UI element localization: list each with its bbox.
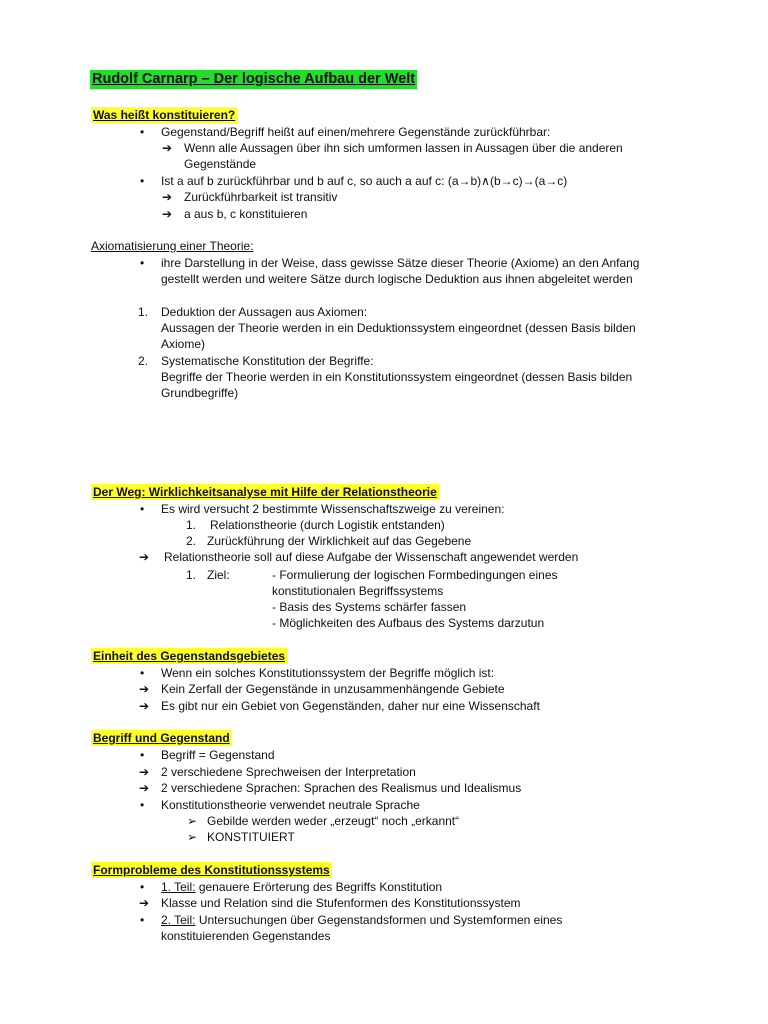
list-item: a aus b, c konstituieren bbox=[184, 207, 308, 221]
bullet-icon: • bbox=[140, 502, 145, 516]
list-item: Relationstheorie (durch Logistik entstanden) bbox=[210, 518, 445, 532]
list-number: 1. bbox=[186, 518, 197, 532]
list-item: Gegenstand/Begriff heißt auf einen/mehrere Gegenstände zurückführbar: bbox=[161, 125, 551, 139]
list-item: Klasse und Relation sind die Stufenformen des Konstitutionssystem bbox=[161, 896, 521, 910]
section-heading-einheit: Einheit des Gegenstandsgebietes bbox=[93, 649, 286, 663]
list-item bbox=[161, 879, 442, 895]
list-item-continuation: gestellt werden und weitere Sätze durch logische Deduktion aus ihnen abgeleitet werden bbox=[161, 272, 633, 286]
bullet-icon: • bbox=[140, 748, 145, 762]
list-item-continuation: Begriffe der Theorie werden in ein Konstitutionssystem eingeordnet (dessen Basis bilden bbox=[161, 370, 633, 384]
section-heading-begriff: Begriff und Gegenstand bbox=[93, 731, 230, 745]
bullet-icon: • bbox=[140, 666, 145, 680]
bullet-icon: • bbox=[140, 125, 145, 139]
arrow-icon: ➔ bbox=[139, 550, 150, 564]
list-item-text: Untersuchungen über Gegenstandsformen und Systemformen eines bbox=[198, 913, 563, 927]
list-item: KONSTITUIERT bbox=[207, 830, 295, 844]
arrowhead-icon: ➢ bbox=[187, 814, 198, 828]
list-item: Gebilde werden weder „erzeugt“ noch „erkannt“ bbox=[207, 814, 460, 828]
list-item: Zurückführung der Wirklichkeit auf das Gegebene bbox=[207, 534, 472, 548]
list-number: 1. bbox=[186, 568, 197, 582]
arrow-icon: ➔ bbox=[162, 190, 173, 204]
list-item: Kein Zerfall der Gegenstände in unzusammenhängende Gebiete bbox=[161, 682, 505, 696]
list-item-continuation: konstitutionalen Begriffssystems bbox=[272, 584, 444, 598]
list-item: Es gibt nur ein Gebiet von Gegenständen, daher nur eine Wissenschaft bbox=[161, 699, 540, 713]
list-item-continuation: Aussagen der Theorie werden in ein Deduktionssystem eingeordnet (dessen Basis bilden bbox=[161, 321, 636, 335]
arrow-icon: ➔ bbox=[162, 141, 173, 155]
arrow-icon: ➔ bbox=[139, 765, 150, 779]
arrow-icon: ➔ bbox=[139, 896, 150, 910]
list-item: Relationstheorie soll auf diese Aufgabe der Wissenschaft angewendet werden bbox=[164, 550, 579, 564]
goal-label: Ziel: bbox=[207, 568, 230, 582]
list-item bbox=[161, 912, 562, 928]
list-item-continuation: konstituierenden Gegenstandes bbox=[161, 929, 331, 943]
arrow-icon: ➔ bbox=[139, 781, 150, 795]
bullet-icon: • bbox=[140, 174, 145, 188]
list-item: 2 verschiedene Sprachen: Sprachen des Realismus und Idealismus bbox=[161, 781, 522, 795]
list-item-continuation: Gegenstände bbox=[184, 157, 257, 171]
list-item-text: genauere Erörterung des Begriffs Konstitution bbox=[198, 880, 443, 894]
list-item: Begriff = Gegenstand bbox=[161, 748, 275, 762]
section-heading-formprobleme: Formprobleme des Konstitutionssystems bbox=[93, 863, 330, 877]
list-item: Ist a auf b zurückführbar und b auf c, so auch a auf c: (a→b)∧(b→c)→(a→c) bbox=[161, 174, 568, 188]
arrowhead-icon: ➢ bbox=[187, 830, 198, 844]
part-label: 2. Teil: bbox=[161, 913, 196, 927]
list-number: 1. bbox=[138, 305, 149, 319]
list-item: Es wird versucht 2 bestimmte Wissenschaftszweige zu vereinen: bbox=[161, 502, 505, 516]
list-number: 2. bbox=[138, 354, 149, 368]
bullet-icon: • bbox=[140, 880, 145, 894]
bullet-icon: • bbox=[140, 913, 145, 927]
bullet-icon: • bbox=[140, 256, 145, 270]
list-item: Wenn alle Aussagen über ihn sich umformen lassen in Aussagen über die anderen bbox=[184, 141, 623, 155]
section-heading-axiomatisierung: Axiomatisierung einer Theorie: bbox=[91, 239, 254, 253]
section-heading-weg: Der Weg: Wirklichkeitsanalyse mit Hilfe der Relationstheorie bbox=[93, 485, 437, 499]
arrow-icon: ➔ bbox=[139, 699, 150, 713]
list-item-continuation: Axiome) bbox=[161, 337, 206, 351]
section-heading-konstituieren: Was heißt konstituieren? bbox=[93, 108, 236, 122]
list-item: Wenn ein solches Konstitutionssystem der Begriffe möglich ist: bbox=[161, 666, 495, 680]
list-item: Zurückführbarkeit ist transitiv bbox=[184, 190, 338, 204]
list-item: Systematische Konstitution der Begriffe: bbox=[161, 354, 374, 368]
list-item: 2 verschiedene Sprechweisen der Interpretation bbox=[161, 765, 416, 779]
page-title: Rudolf Carnarp – Der logische Aufbau der Welt bbox=[92, 71, 416, 87]
list-item: Konstitutionstheorie verwendet neutrale Sprache bbox=[161, 798, 420, 812]
list-item: - Möglichkeiten des Aufbaus des Systems darzutun bbox=[272, 616, 545, 630]
list-item: - Formulierung der logischen Formbedingungen eines bbox=[272, 568, 558, 582]
bullet-icon: • bbox=[140, 798, 145, 812]
list-number: 2. bbox=[186, 534, 197, 548]
arrow-icon: ➔ bbox=[139, 682, 150, 696]
list-item: Deduktion der Aussagen aus Axiomen: bbox=[161, 305, 368, 319]
list-item: - Basis des Systems schärfer fassen bbox=[272, 600, 467, 614]
list-item-continuation: Grundbegriffe) bbox=[161, 386, 239, 400]
part-label: 1. Teil: bbox=[161, 880, 196, 894]
arrow-icon: ➔ bbox=[162, 207, 173, 221]
list-item: ihre Darstellung in der Weise, dass gewisse Sätze dieser Theorie (Axiome) an den Anfang bbox=[161, 256, 640, 270]
